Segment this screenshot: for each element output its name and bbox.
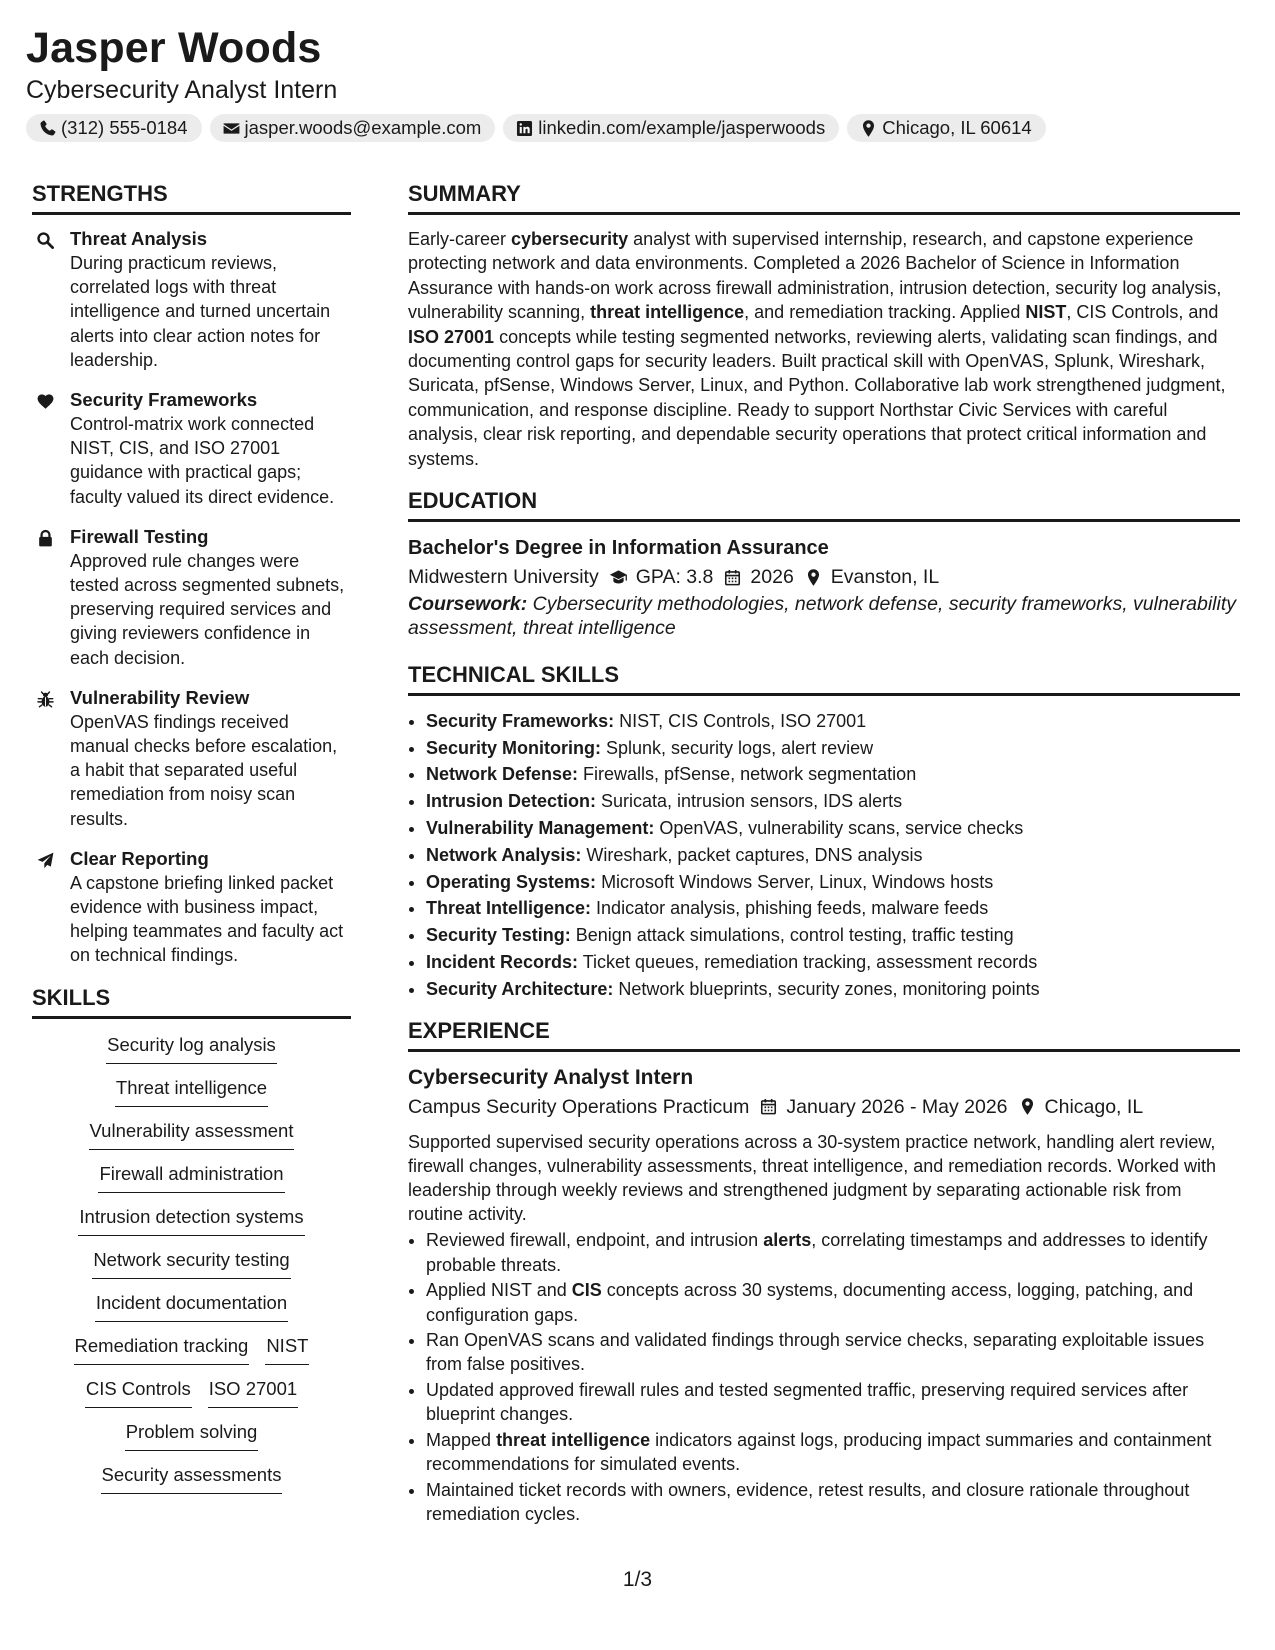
linkedin-icon <box>515 119 534 138</box>
strength-title: Vulnerability Review <box>70 686 250 708</box>
education-meta <box>408 562 1240 592</box>
education-heading: EDUCATION <box>408 487 1240 522</box>
strength-desc: Control-matrix work connected NIST, CIS, and ISO 27001 guidance with practical gaps; faculty valued its direct evidence. <box>70 414 335 507</box>
coursework-label: Coursework: <box>408 593 528 616</box>
contact-bar <box>26 114 1046 142</box>
coursework-text: Cybersecurity methodologies, network defense, security frameworks, vulnerability assessment, threat intelligence <box>408 593 1237 640</box>
summary-heading: SUMMARY <box>408 180 1240 215</box>
degree-title: Bachelor's Degree in Information Assurance <box>408 537 829 560</box>
list-item: • Mapped threat intelligence indicators against logs, producing impact summaries and containment recommendations for simulated events. <box>426 1428 1240 1476</box>
technical-skills-list <box>408 708 1240 1003</box>
list-item: • Intrusion Detection: Suricata, intrusion sensors, IDS alerts <box>426 788 1240 815</box>
strength-item <box>32 227 351 372</box>
skills-tags <box>32 1033 351 1494</box>
list-item: • Security Testing: Benign attack simulations, control testing, traffic testing <box>426 922 1240 949</box>
contact-location-text: Chicago, IL 60614 <box>882 117 1032 138</box>
skill-tag: Network security testing <box>92 1248 290 1279</box>
strength-item <box>32 525 351 670</box>
list-item: • Vulnerability Management: OpenVAS, vulnerability scans, service checks <box>426 815 1240 842</box>
gpa: GPA: 3.8 <box>635 566 714 589</box>
strength-item <box>32 847 351 968</box>
skill-tag: Firewall administration <box>98 1162 284 1193</box>
bug-icon <box>36 690 55 709</box>
strength-desc: OpenVAS findings received manual checks before escalation, a habit that separated useful remediation from noisy scan results. <box>70 711 338 829</box>
map-pin-icon <box>859 119 878 138</box>
heart-icon <box>36 392 55 411</box>
strength-desc: Approved rule changes were tested across segmented subnets, preserving required services and giving reviewers confidence in each decision. <box>70 550 345 668</box>
skill-tag: Remediation tracking <box>74 1334 250 1365</box>
envelope-icon <box>222 119 241 138</box>
experience-heading: EXPERIENCE <box>408 1017 1240 1052</box>
list-item: • Updated approved firewall rules and tested segmented traffic, preserving required services after blueprint changes. <box>426 1378 1240 1426</box>
skill-tag: Problem solving <box>125 1420 259 1451</box>
job-location: Chicago, IL <box>1044 1095 1144 1118</box>
strength-title: Firewall Testing <box>70 525 209 547</box>
skills-heading: SKILLS <box>32 984 351 1019</box>
contact-linkedin-text: linkedin.com/example/jasperwoods <box>538 117 826 138</box>
strength-title: Clear Reporting <box>70 847 209 869</box>
candidate-name: Jasper Woods <box>26 24 322 72</box>
list-item: • Maintained ticket records with owners, evidence, retest results, and closure rationale throughout remediation cycles. <box>426 1478 1240 1526</box>
map-pin-icon <box>1018 1097 1037 1116</box>
list-item: • Reviewed firewall, endpoint, and intrusion alerts, correlating timestamps and addresses to identify probable threats. <box>426 1228 1240 1276</box>
list-item: • Operating Systems: Microsoft Windows Server, Linux, Windows hosts <box>426 869 1240 896</box>
technical-skills-heading: TECHNICAL SKILLS <box>408 661 1240 696</box>
contact-email-text: jasper.woods@example.com <box>244 117 482 138</box>
contact-linkedin[interactable] <box>503 114 839 142</box>
skill-tag: Threat intelligence <box>115 1076 268 1107</box>
phone-icon <box>38 119 57 138</box>
paper-plane-icon <box>36 851 55 870</box>
contact-phone-text: (312) 555-0184 <box>61 117 188 138</box>
skill-tag: Vulnerability assessment <box>89 1119 295 1150</box>
calendar-icon <box>759 1097 778 1116</box>
job-title: Cybersecurity Analyst Intern <box>408 1065 694 1089</box>
skill-tag: NIST <box>265 1334 309 1365</box>
list-item: • Security Architecture: Network blueprints, security zones, monitoring points <box>426 976 1240 1003</box>
list-item: • Network Defense: Firewalls, pfSense, network segmentation <box>426 761 1240 788</box>
strength-title: Threat Analysis <box>70 228 208 249</box>
coursework <box>408 592 1240 641</box>
list-item: • Security Frameworks: NIST, CIS Controls, ISO 27001 <box>426 708 1240 735</box>
candidate-title: Cybersecurity Analyst Intern <box>26 76 338 104</box>
list-item: • Incident Records: Ticket queues, remediation tracking, assessment records <box>426 949 1240 976</box>
map-pin-icon <box>804 568 823 587</box>
skill-tag: ISO 27001 <box>208 1377 298 1408</box>
calendar-icon <box>723 568 742 587</box>
search-icon <box>36 231 55 250</box>
skill-tag: Security log analysis <box>106 1033 277 1064</box>
skill-tag: Incident documentation <box>95 1291 288 1322</box>
school-name: Midwestern University <box>408 566 599 589</box>
page-number: 1/3 <box>622 1568 653 1591</box>
school-location: Evanston, IL <box>830 566 940 589</box>
list-item: • Threat Intelligence: Indicator analysis, phishing feeds, malware feeds <box>426 895 1240 922</box>
list-item: • Applied NIST and CIS concepts across 30 systems, documenting access, logging, patching, and configuration gaps. <box>426 1278 1240 1326</box>
strength-title: Security Frameworks <box>70 389 258 411</box>
skill-tag: Security assessments <box>101 1463 283 1494</box>
strength-desc: A capstone briefing linked packet evidence with business impact, helping teammates and faculty act on technical findings. <box>70 872 344 966</box>
left-column <box>32 180 351 1494</box>
summary-text: Early-career cybersecurity analyst with supervised internship, research, and capstone experience protecting network and data environments. Completed a 2026 Bachelor of Science in Information Assurance with hands-on work across firewall administration, intrusion detection, security log analysis, vulnerability scanning, threat intelligence, and remediation tracking. Applied NIST, CIS Controls, and ISO 27001 concepts while testing segmented networks, reviewing alerts, validating scan findings, and documenting control gaps for security leaders. Built practical skill with OpenVAS, Splunk, Wireshark, Suricata, pfSense, Windows Server, Linux, and Python. Collaborative lab work strengthened judgment, communication, and response discipline. Ready to support Northstar Civic Services with careful analysis, clear risk reporting, and dependable security operations that protect critical information and systems. <box>408 229 1226 469</box>
skill-tag: CIS Controls <box>85 1377 192 1408</box>
graduation-year: 2026 <box>750 566 794 589</box>
contact-phone[interactable] <box>26 114 202 142</box>
job-org: Campus Security Operations Practicum <box>408 1095 750 1118</box>
strength-desc: During practicum reviews, correlated logs with threat intelligence and turned uncertain alerts into clear action notes for leadership. <box>70 253 331 370</box>
list-item: • Security Monitoring: Splunk, security logs, alert review <box>426 735 1240 762</box>
contact-email[interactable] <box>210 114 496 142</box>
strength-item <box>32 686 351 831</box>
strength-item <box>32 388 351 509</box>
strengths-heading: STRENGTHS <box>32 180 351 215</box>
contact-location[interactable] <box>847 114 1045 142</box>
list-item: • Network Analysis: Wireshark, packet captures, DNS analysis <box>426 842 1240 869</box>
job-description: Supported supervised security operations across a 30-system practice network, handling alert review, firewall changes, vulnerability assessments, threat intelligence, and remediation records. Worked with leadership through weekly reviews and strengthened judgment by separating actionable risk from routine activity. <box>408 1131 1217 1225</box>
job-dates: January 2026 - May 2026 <box>786 1095 1008 1118</box>
job-bullets <box>408 1228 1240 1526</box>
graduation-cap-icon <box>609 568 628 587</box>
job-meta <box>408 1092 1240 1122</box>
lock-icon <box>36 529 55 548</box>
list-item: • Ran OpenVAS scans and validated findings through service checks, separating exploitable issues from false positives. <box>426 1328 1240 1376</box>
right-column <box>408 180 1240 1528</box>
skill-tag: Intrusion detection systems <box>78 1205 304 1236</box>
